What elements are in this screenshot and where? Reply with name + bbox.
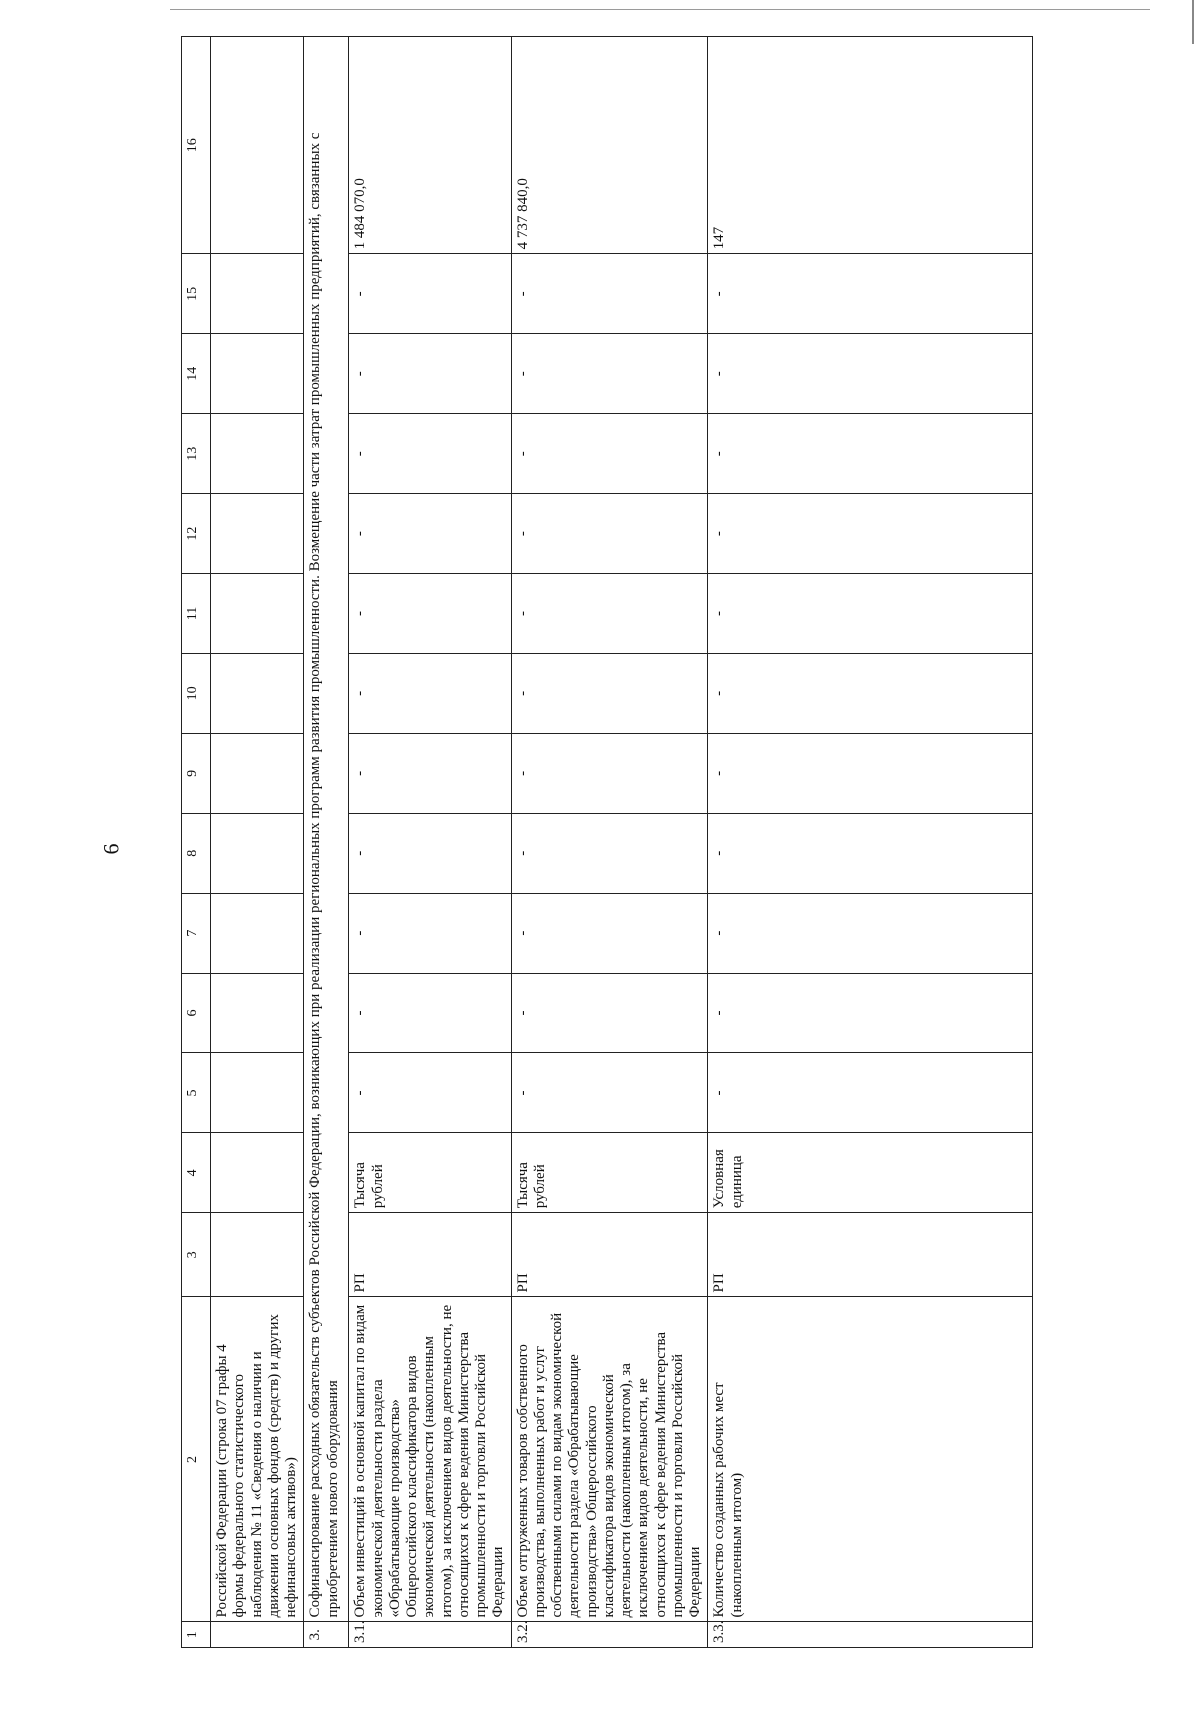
empty-cell bbox=[211, 574, 304, 654]
row-number: 3.1. bbox=[349, 1622, 511, 1648]
empty-cell bbox=[211, 414, 304, 494]
col-header-4: 4 bbox=[182, 1133, 211, 1213]
scan-edge-line bbox=[170, 9, 1150, 10]
col-header-2: 2 bbox=[182, 1297, 211, 1622]
value-cell: - bbox=[349, 494, 511, 574]
table-row-continuation bbox=[211, 37, 304, 1648]
value-cell: - bbox=[511, 653, 708, 733]
col-header-10: 10 bbox=[182, 653, 211, 733]
value-cell: - bbox=[349, 334, 511, 414]
table-row bbox=[349, 37, 511, 1648]
value-cell: - bbox=[708, 574, 1033, 654]
value-cell: - bbox=[349, 733, 511, 813]
unit-cell: Тысяча рублей bbox=[349, 1133, 511, 1213]
value-cell: - bbox=[349, 653, 511, 733]
value-cell: - bbox=[708, 893, 1033, 973]
value-cell: - bbox=[511, 893, 708, 973]
total-value-cell: 1 484 070,0 bbox=[349, 37, 511, 254]
value-cell: - bbox=[511, 973, 708, 1053]
col-header-11: 11 bbox=[182, 574, 211, 654]
col-header-8: 8 bbox=[182, 813, 211, 893]
col-header-16: 16 bbox=[182, 37, 211, 254]
scan-edge-mark bbox=[1192, 0, 1194, 44]
value-cell: - bbox=[708, 414, 1033, 494]
empty-cell bbox=[211, 494, 304, 574]
col-header-7: 7 bbox=[182, 893, 211, 973]
empty-cell bbox=[211, 893, 304, 973]
empty-cell bbox=[211, 1133, 304, 1213]
col-header-12: 12 bbox=[182, 494, 211, 574]
empty-cell bbox=[211, 653, 304, 733]
value-cell: - bbox=[511, 574, 708, 654]
level-cell: РП bbox=[708, 1213, 1033, 1297]
col-header-14: 14 bbox=[182, 334, 211, 414]
empty-cell bbox=[211, 1213, 304, 1297]
row-number: 3.3. bbox=[708, 1622, 1033, 1648]
indicator-name: Объем инвестиций в основной капитал по видам экономической деятельности раздела «Обрабатывающие производства» Общероссийского классификатора видов экономической деятельности (накопленным итогом), за исключением видов деятельности, не относящихся к сфере ведения Министерства промышленности и торговли Российской Федерации bbox=[349, 1297, 511, 1622]
value-cell: - bbox=[511, 494, 708, 574]
value-cell: - bbox=[708, 254, 1033, 334]
indicator-name: Объем отгруженных товаров собственного производства, выполненных работ и услуг собственными силами по видам экономической деятельности раздела «Обрабатывающие производства» Общероссийского классификатора видов экономической деятельности (накопленным итогом), за исключением видов деятельности, не относящихся к сфере ведения Министерства промышленности и торговли Российской Федерации bbox=[511, 1297, 708, 1622]
row-number: 3.2. bbox=[511, 1622, 708, 1648]
value-cell: - bbox=[349, 813, 511, 893]
value-cell: - bbox=[708, 653, 1033, 733]
value-cell: - bbox=[511, 1053, 708, 1133]
col-header-6: 6 bbox=[182, 973, 211, 1053]
empty-cell bbox=[211, 1053, 304, 1133]
total-value-cell: 4 737 840,0 bbox=[511, 37, 708, 254]
value-cell: - bbox=[511, 254, 708, 334]
value-cell: - bbox=[708, 733, 1033, 813]
unit-cell: Тысяча рублей bbox=[511, 1133, 708, 1213]
value-cell: - bbox=[708, 1053, 1033, 1133]
col-header-13: 13 bbox=[182, 414, 211, 494]
col-header-1: 1 bbox=[182, 1622, 211, 1648]
indicators-table bbox=[181, 36, 1033, 1648]
value-cell: - bbox=[708, 813, 1033, 893]
col-header-9: 9 bbox=[182, 733, 211, 813]
value-cell: - bbox=[349, 973, 511, 1053]
section-number: 3. bbox=[304, 1622, 349, 1648]
total-value-cell: 147 bbox=[708, 37, 1033, 254]
table-row bbox=[511, 37, 708, 1648]
section-row bbox=[304, 37, 349, 1648]
col-header-5: 5 bbox=[182, 1053, 211, 1133]
section-title: Софинансирование расходных обязательств субъектов Российской Федерации, возникающих при реализации региональных программ развития промышленности. Возмещение части затрат промышленных предприятий, связанных с приобретением нового оборудования bbox=[304, 37, 349, 1622]
col-header-15: 15 bbox=[182, 254, 211, 334]
level-cell: РП bbox=[349, 1213, 511, 1297]
value-cell: - bbox=[511, 813, 708, 893]
empty-cell bbox=[211, 254, 304, 334]
value-cell: - bbox=[708, 494, 1033, 574]
row-number-cell bbox=[211, 1622, 304, 1648]
value-cell: - bbox=[511, 414, 708, 494]
value-cell: - bbox=[349, 1053, 511, 1133]
empty-cell bbox=[211, 733, 304, 813]
indicator-name: Количество созданных рабочих мест (накопленным итогом) bbox=[708, 1297, 1033, 1622]
empty-cell bbox=[211, 334, 304, 414]
value-cell: - bbox=[349, 574, 511, 654]
empty-cell bbox=[211, 973, 304, 1053]
value-cell: - bbox=[349, 254, 511, 334]
col-header-3: 3 bbox=[182, 1213, 211, 1297]
level-cell: РП bbox=[511, 1213, 708, 1297]
value-cell: - bbox=[708, 973, 1033, 1053]
indicator-name-cell: Российской Федерации (строка 07 графы 4 формы федерального статистического наблюдения № 11 «Сведения о наличии и движении основных фондов (средств) и других нефинансовых активов») bbox=[211, 1297, 304, 1622]
unit-cell: Условная единица bbox=[708, 1133, 1033, 1213]
value-cell: - bbox=[511, 334, 708, 414]
empty-cell bbox=[211, 813, 304, 893]
value-cell: - bbox=[349, 414, 511, 494]
value-cell: - bbox=[708, 334, 1033, 414]
value-cell: - bbox=[349, 893, 511, 973]
empty-cell bbox=[211, 37, 304, 254]
page-number: 6 bbox=[98, 843, 124, 855]
rotated-table-wrapper bbox=[181, 36, 1033, 1648]
table-row bbox=[708, 37, 1033, 1648]
value-cell: - bbox=[511, 733, 708, 813]
column-number-row bbox=[182, 37, 211, 1648]
